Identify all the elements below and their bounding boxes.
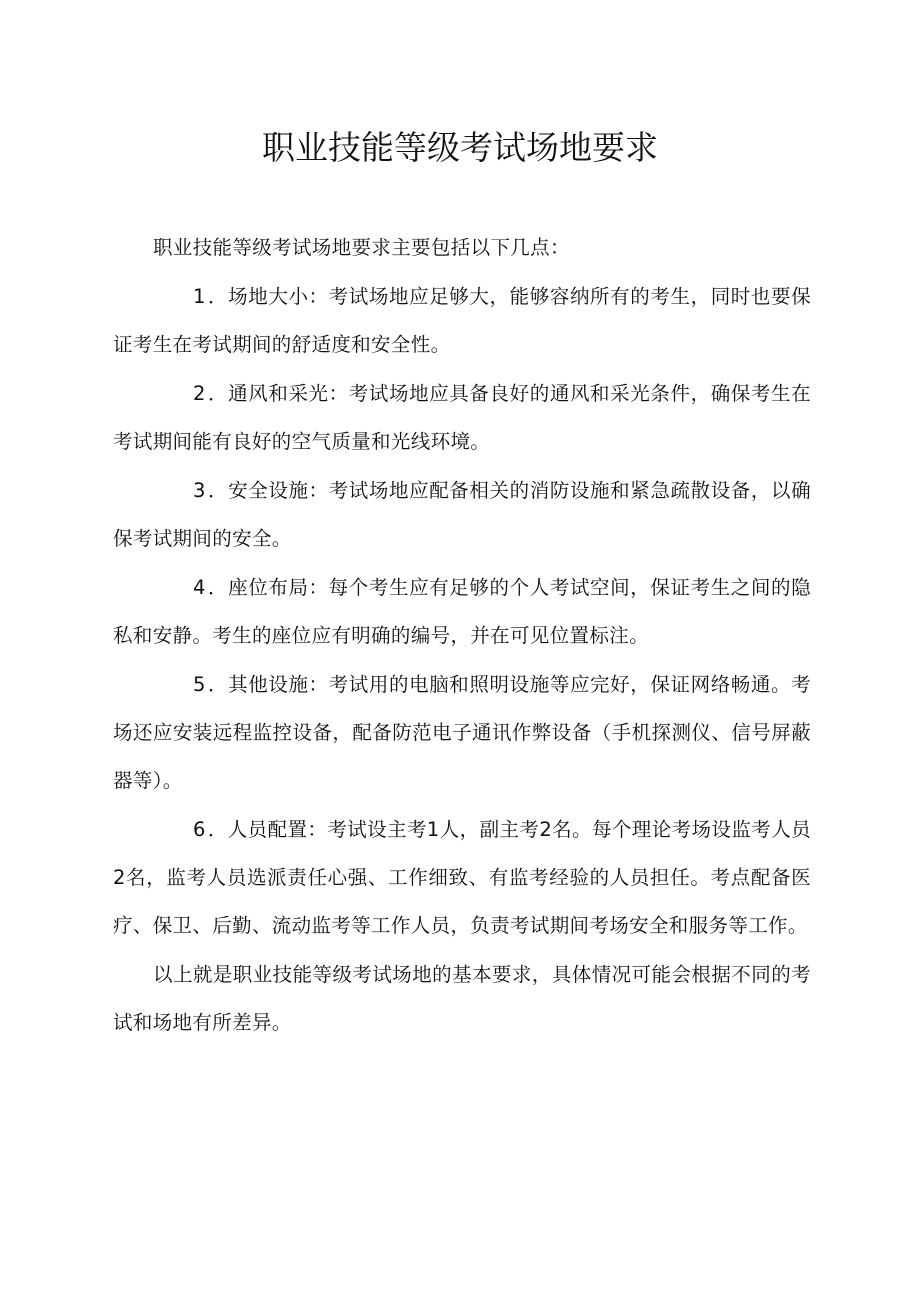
requirement-item-4 — [113, 564, 811, 660]
item-number: 6 — [193, 818, 206, 841]
item-number: 4 — [193, 576, 206, 599]
item-text: ．通风和采光：考试场地应具备良好的通风和采光条件，确保考生在考试期间能有良好的空气质量和光线环境。 — [113, 382, 811, 453]
item-text: ．安全设施：考试场地应配备相关的消防设施和紧急疏散设备，以确保考试期间的安全。 — [113, 479, 811, 550]
requirement-item-1 — [113, 273, 811, 369]
item-number: 5 — [193, 673, 206, 696]
document-title: 职业技能等级考试场地要求 — [262, 128, 658, 167]
item-number: 2 — [193, 382, 206, 405]
item-text: ．其他设施：考试用的电脑和照明设施等应完好，保证网络畅通。考场还应安装远程监控设备，配备防范电子通讯作弊设备（手机探测仪、信号屏蔽器等）。 — [113, 673, 811, 792]
requirement-item-3 — [113, 467, 811, 563]
item-text: ．场地大小：考试场地应足够大，能够容纳所有的考生，同时也要保证考生在考试期间的舒适度和安全性。 — [113, 285, 811, 356]
item-text: ．座位布局：每个考生应有足够的个人考试空间，保证考生之间的隐私和安静。考生的座位应有明确的编号，并在可见位置标注。 — [113, 576, 811, 647]
document-body — [113, 224, 811, 1047]
requirement-item-2 — [113, 370, 811, 466]
item-text: ．人员配置：考试设主考1人，副主考2名。每个理论考场设监考人员2名，监考人员选派责任心强、工作细致、有监考经验的人员担任。考点配备医疗、保卫、后勤、流动监考等工作人员，负责考试期间考场安全和服务等工作。 — [113, 818, 811, 937]
item-number: 1 — [193, 285, 206, 308]
conclusion-paragraph: 以上就是职业技能等级考试场地的基本要求，具体情况可能会根据不同的考试和场地有所差异。 — [113, 963, 811, 1034]
intro-paragraph: 职业技能等级考试场地要求主要包括以下几点： — [153, 236, 570, 259]
requirement-item-5 — [113, 661, 811, 805]
item-number: 3 — [193, 479, 206, 502]
requirement-item-6 — [113, 806, 811, 950]
